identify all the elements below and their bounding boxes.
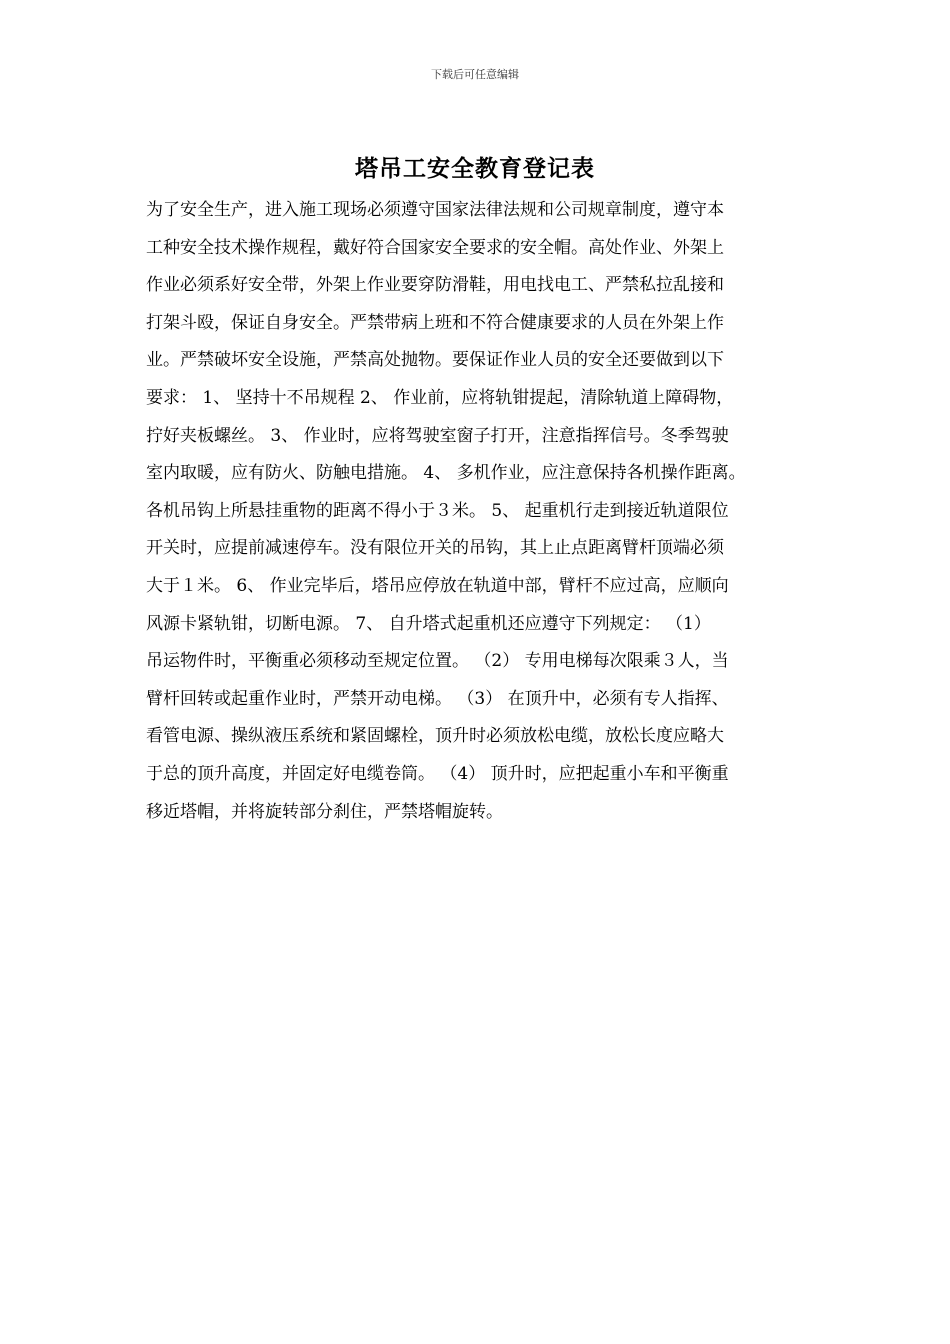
body-line: 移近塔帽，并将旋转部分刹住，严禁塔帽旋转。: [146, 801, 503, 822]
body-line: 看管电源、操纵液压系统和紧固螺栓，顶升时必须放松电缆，放松长度应略大: [146, 726, 724, 747]
body-line: 风源卡紧轨钳，切断电源。 7、 自升塔式起重机还应遵守下列规定： （1）: [146, 613, 711, 634]
body-line: 各机吊钩上所悬挂重物的距离不得小于３米。 5、 起重机行走到接近轨道限位: [146, 500, 729, 521]
body-line: 于总的顶升高度，并固定好电缆卷筒。 （4） 顶升时，应把起重小车和平衡重: [146, 763, 729, 784]
body-text: [146, 198, 846, 837]
body-line: 要求： 1、 坚持十不吊规程 2、 作业前，应将轨钳提起，清除轨道上障碍物，: [146, 387, 734, 408]
body-line: 为了安全生产，进入施工现场必须遵守国家法律法规和公司规章制度，遵守本: [146, 200, 724, 220]
body-line: 臂杆回转或起重作业时，严禁开动电梯。 （3） 在顶升中，必须有专人指挥、: [146, 688, 729, 709]
body-line: 室内取暖，应有防火、防触电措施。 4、 多机作业，应注意保持各机操作距离。: [146, 463, 746, 484]
body-line: 开关时，应提前减速停车。没有限位开关的吊钩，其上止点距离臂杆顶端必须: [146, 538, 724, 559]
body-line: 打架斗殴，保证自身安全。严禁带病上班和不符合健康要求的人员在外架上作: [146, 312, 724, 333]
body-line: 作业必须系好安全带，外架上作业要穿防滑鞋，用电找电工、严禁私拉乱接和: [146, 275, 724, 296]
body-line: 业。严禁破坏安全设施，严禁高处抛物。要保证作业人员的安全还要做到以下: [146, 350, 724, 371]
header-note: 下载后可任意编辑: [431, 68, 519, 81]
body-line: 拧好夹板螺丝。 3、 作业时，应将驾驶室窗子打开，注意指挥信号。冬季驾驶: [146, 425, 729, 446]
body-line: 大于１米。 6、 作业完毕后，塔吊应停放在轨道中部，臂杆不应过高，应顺向: [146, 575, 729, 596]
body-line: 工种安全技术操作规程，戴好符合国家安全要求的安全帽。高处作业、外架上: [146, 237, 724, 258]
document-title: 塔吊工安全教育登记表: [355, 156, 595, 182]
body-line: 吊运物件时，平衡重必须移动至规定位置。 （2） 专用电梯每次限乘３人，当: [146, 651, 729, 672]
